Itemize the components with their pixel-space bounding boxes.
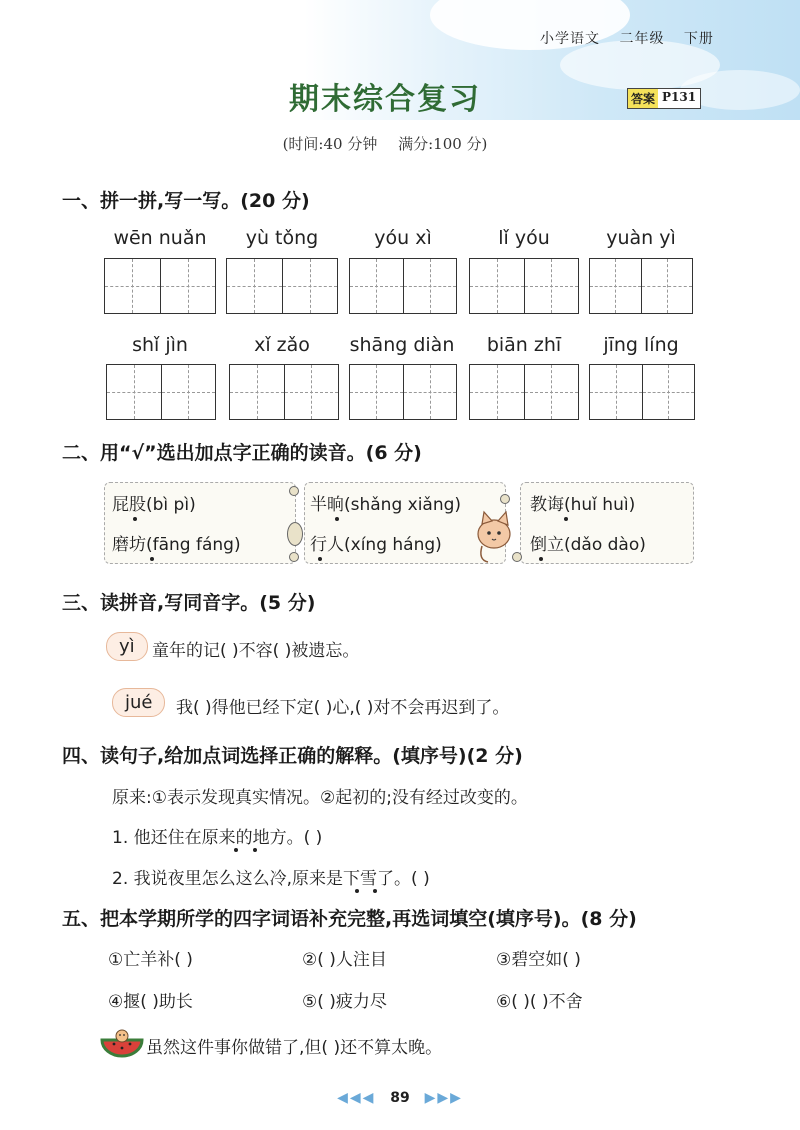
bead-decoration [500, 494, 510, 504]
section-2-title: 二、用“√”选出加点字正确的读音。(6 分) [62, 442, 422, 464]
fill-sentence[interactable]: 我( )得他已经下定( )心,( )对不会再迟到了。 [176, 698, 510, 718]
pinyin-tag: jué [112, 688, 165, 717]
word: 磨坊 [112, 535, 146, 555]
pinyin-tag: yì [106, 632, 148, 661]
grade-label: 二年级 [619, 31, 665, 47]
writing-cell[interactable] [642, 259, 693, 313]
pinyin-label: wēn nuǎn [113, 227, 207, 249]
writing-cell[interactable] [525, 259, 579, 313]
right-arrows-icon: ▶▶▶ [424, 1090, 463, 1106]
writing-cell[interactable] [230, 365, 285, 419]
pinyin-label: biān zhī [486, 334, 562, 356]
page-title: 期末综合复习 [289, 82, 481, 117]
writing-box[interactable] [469, 258, 579, 314]
question-2[interactable]: 2. 我说夜里怎么这么冷,原来是下雪了。( ) [112, 869, 430, 889]
bead-decoration [289, 486, 299, 496]
writing-cell[interactable] [283, 259, 338, 313]
writing-cell[interactable] [404, 259, 457, 313]
answer-label: 答案 [631, 92, 656, 106]
definition-text: 原来:①表示发现真实情况。②起初的;没有经过改变的。 [112, 788, 528, 808]
writing-cell[interactable] [404, 365, 457, 419]
choice-item [310, 530, 442, 555]
cat-illustration [468, 504, 518, 564]
watermelon-icon [100, 1028, 144, 1058]
writing-cell[interactable] [590, 259, 642, 313]
full-score: 满分:100 分) [398, 135, 488, 153]
page-number: 89 [390, 1090, 410, 1106]
writing-cell[interactable] [350, 365, 404, 419]
word: 倒立 [530, 535, 564, 555]
section-3-title: 三、读拼音,写同音字。(5 分) [62, 592, 316, 614]
writing-cell[interactable] [470, 259, 525, 313]
subject-label: 小学语文 [540, 31, 600, 47]
emphasis-dot [319, 553, 320, 554]
writing-box[interactable] [349, 364, 457, 420]
word: 行人 [310, 535, 344, 555]
pinyin-label: shāng diàn [349, 334, 455, 356]
pinyin-label: xǐ zǎo [254, 334, 310, 356]
idiom-item[interactable]: ④揠( )助长 [108, 992, 193, 1012]
fill-sentence[interactable]: 虽然这件事你做错了,但( )还不算太晚。 [146, 1038, 443, 1058]
choice-item [530, 490, 635, 515]
swirl-decoration [287, 522, 303, 546]
emphasis-dot [374, 885, 375, 886]
bead-decoration [289, 552, 299, 562]
idiom-item[interactable]: ③碧空如( ) [496, 950, 581, 970]
writing-box[interactable] [589, 364, 695, 420]
pinyin-label: yù tǒng [245, 227, 319, 249]
idiom-item[interactable]: ②( )人注目 [302, 950, 387, 970]
idiom-item[interactable]: ⑥( )( )不舍 [496, 992, 583, 1012]
pinyin-options[interactable]: (bì pì) [146, 495, 196, 515]
fill-sentence[interactable]: 童年的记( )不容( )被遗忘。 [152, 641, 360, 661]
writing-box[interactable] [469, 364, 579, 420]
answer-page: P131 [658, 89, 700, 108]
volume-label: 下册 [683, 31, 714, 47]
writing-cell[interactable] [525, 365, 579, 419]
emphasis-dot [254, 844, 255, 845]
writing-cell[interactable] [285, 365, 339, 419]
writing-box[interactable] [229, 364, 339, 420]
writing-cell[interactable] [643, 365, 695, 419]
writing-cell[interactable] [162, 365, 216, 419]
writing-box[interactable] [104, 258, 216, 314]
question-1[interactable]: 1. 他还住在原来的地方。( ) [112, 828, 323, 848]
time-limit: (时间:40 分钟 [282, 135, 378, 153]
pinyin-options[interactable]: (fāng fáng) [146, 535, 241, 555]
emphasis-dot [151, 553, 152, 554]
emphasis-dot [565, 513, 566, 514]
choice-item [530, 530, 646, 555]
pinyin-label: yuàn yì [606, 227, 676, 249]
writing-cell[interactable] [107, 365, 162, 419]
book-info [540, 28, 728, 48]
pinyin-label: yóu xì [374, 227, 432, 249]
pinyin-label: lǐ yóu [498, 227, 550, 249]
word: 教诲 [530, 495, 564, 515]
writing-box[interactable] [106, 364, 216, 420]
word: 屁股 [112, 495, 146, 515]
writing-cell[interactable] [590, 365, 643, 419]
section-5-title: 五、把本学期所学的四字词语补充完整,再选词填空(填序号)。(8 分) [62, 908, 637, 930]
pinyin-options[interactable]: (shǎng xiǎng) [344, 495, 462, 515]
writing-cell[interactable] [227, 259, 283, 313]
idiom-item[interactable]: ⑤( )疲力尽 [302, 992, 387, 1012]
writing-cell[interactable] [161, 259, 216, 313]
writing-box[interactable] [589, 258, 693, 314]
pinyin-options[interactable]: (dǎo dào) [564, 535, 646, 555]
writing-cell[interactable] [470, 365, 525, 419]
time-score-info [0, 133, 770, 154]
writing-cell[interactable] [350, 259, 404, 313]
emphasis-dot [540, 553, 541, 554]
emphasis-dot [336, 513, 337, 514]
section-1-title: 一、拼一拼,写一写。(20 分) [62, 190, 310, 212]
choice-item [310, 490, 461, 515]
left-arrows-icon: ◀◀◀ [337, 1090, 376, 1106]
writing-box[interactable] [226, 258, 338, 314]
word: 半晌 [310, 495, 344, 515]
emphasis-dot [356, 885, 357, 886]
page-footer [0, 1090, 800, 1106]
writing-cell[interactable] [105, 259, 161, 313]
answer-reference [627, 88, 701, 109]
emphasis-dot [235, 844, 236, 845]
pinyin-label: jīng líng [603, 334, 679, 356]
emphasis-dot [134, 513, 135, 514]
writing-box[interactable] [349, 258, 457, 314]
pinyin-options[interactable]: (huǐ huì) [564, 495, 636, 515]
choice-item [112, 490, 196, 515]
idiom-item[interactable]: ①亡羊补( ) [108, 950, 193, 970]
pinyin-options[interactable]: (xíng háng) [344, 535, 442, 555]
section-4-title: 四、读句子,给加点词选择正确的解释。(填序号)(2 分) [62, 745, 523, 767]
choice-item [112, 530, 241, 555]
pinyin-label: shǐ jìn [132, 334, 188, 356]
